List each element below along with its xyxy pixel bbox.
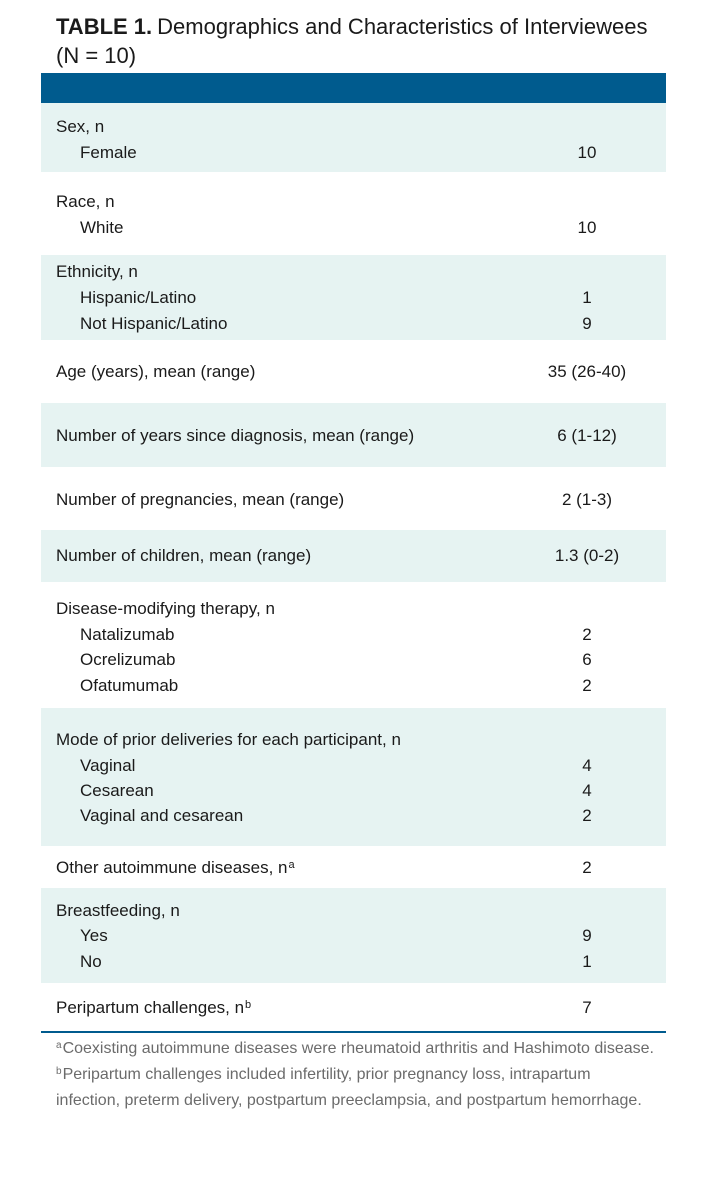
row-value: 2 — [582, 858, 592, 877]
row-label: Vaginal and cesarean — [80, 806, 244, 825]
table-row — [56, 995, 666, 1021]
table-row — [56, 114, 666, 140]
row-label: Hispanic/Latino — [80, 288, 197, 307]
table-label: TABLE 1. — [56, 14, 153, 39]
table-row — [56, 259, 666, 285]
row-label: Race, n — [56, 192, 115, 211]
table-row — [56, 311, 666, 337]
row-label: Mode of prior deliveries for each participant, n — [56, 730, 401, 749]
table-row — [56, 923, 666, 949]
row-label: Number of years since diagnosis, mean (range) — [56, 426, 415, 445]
table-row-group-peripartum — [41, 983, 666, 1031]
table-footnotes — [56, 1036, 656, 1114]
row-value: 1.3 (0-2) — [554, 546, 620, 565]
row-value: 1 — [582, 288, 592, 307]
row-value: 9 — [582, 926, 592, 945]
table-row — [56, 215, 666, 241]
table-row — [56, 543, 666, 569]
table-row — [56, 359, 666, 385]
table-caption — [56, 12, 656, 70]
row-label: Ocrelizumab — [80, 650, 176, 669]
table-row — [56, 622, 666, 648]
footnote-marker: a — [288, 859, 295, 871]
row-value: 2 (1-3) — [561, 490, 613, 509]
table-row — [56, 855, 666, 881]
table-row-group-children — [41, 530, 666, 582]
table-row — [56, 753, 666, 779]
table-row — [56, 140, 666, 166]
row-value: 4 — [582, 781, 592, 800]
table-row — [56, 727, 666, 753]
row-value: 2 — [582, 625, 592, 644]
row-label: No — [80, 952, 102, 971]
table-row — [56, 898, 666, 924]
row-label: Sex, n — [56, 117, 105, 136]
table-row-group-therapy — [41, 582, 666, 708]
table-row — [56, 673, 666, 699]
table-row-group-years-since-diagnosis — [41, 403, 666, 467]
table-row-group-pregnancies — [41, 467, 666, 530]
table-row-group-deliveries — [41, 708, 666, 846]
row-value: 35 (26-40) — [547, 362, 627, 381]
row-label: Breastfeeding, n — [56, 901, 180, 920]
table-row-group-breastfeeding — [41, 888, 666, 983]
table-bottom-rule — [41, 1031, 666, 1033]
row-value: 10 — [577, 218, 597, 237]
table-row — [56, 189, 666, 215]
row-label: Peripartum challenges, $n^b$ — [56, 998, 252, 1017]
row-label: Other autoimmune diseases, $n^a$ — [56, 858, 295, 877]
footnote-b: $^b$Peripartum challenges included infertility, prior pregnancy loss, intrapartum infection, preterm delivery, postpartum preeclampsia, and postpartum hemorrhage. — [56, 1066, 642, 1109]
row-value: 6 (1-12) — [557, 426, 617, 445]
row-label: Natalizumab — [80, 625, 175, 644]
row-label: Female — [80, 143, 137, 162]
table-row — [56, 596, 666, 622]
table-row-group-ethnicity — [41, 255, 666, 340]
row-label: Disease-modifying therapy, n — [56, 599, 275, 618]
row-label: Ofatumumab — [80, 676, 179, 695]
table-row — [56, 487, 666, 513]
table-row — [56, 949, 666, 975]
table-row — [56, 803, 666, 829]
row-label: Vaginal — [80, 756, 136, 775]
table-row-group-autoimmune — [41, 846, 666, 888]
row-label: Number of children, mean (range) — [56, 546, 312, 565]
row-label: Yes — [80, 926, 108, 945]
table-row — [56, 423, 666, 449]
row-label: Ethnicity, n — [56, 262, 138, 281]
row-value: 1 — [582, 952, 592, 971]
row-label: Number of pregnancies, mean (range) — [56, 490, 345, 509]
table-title: Demographics and Characteristics of Interviewees (N = 10) — [56, 14, 648, 68]
row-value: 6 — [582, 650, 592, 669]
table-row — [56, 778, 666, 804]
table-row-group-sex — [41, 103, 666, 172]
row-value: 2 — [582, 676, 592, 695]
table-header-bar — [41, 73, 666, 103]
table-row — [56, 285, 666, 311]
row-label: Age (years), mean (range) — [56, 362, 256, 381]
row-label: Cesarean — [80, 781, 154, 800]
row-label: Not Hispanic/Latino — [80, 314, 228, 333]
row-label: White — [80, 218, 124, 237]
row-value: 10 — [577, 143, 597, 162]
table-row-group-age — [41, 340, 666, 403]
footnote-a: $^a$Coexisting autoimmune diseases were rheumatoid arthritis and Hashimoto disease. — [56, 1040, 654, 1057]
row-value: 7 — [582, 998, 592, 1017]
footnote-marker: b — [245, 999, 252, 1011]
row-value: 9 — [582, 314, 592, 333]
table-row — [56, 647, 666, 673]
row-value: 4 — [582, 756, 592, 775]
table-row-group-race — [41, 172, 666, 255]
row-value: 2 — [582, 806, 592, 825]
